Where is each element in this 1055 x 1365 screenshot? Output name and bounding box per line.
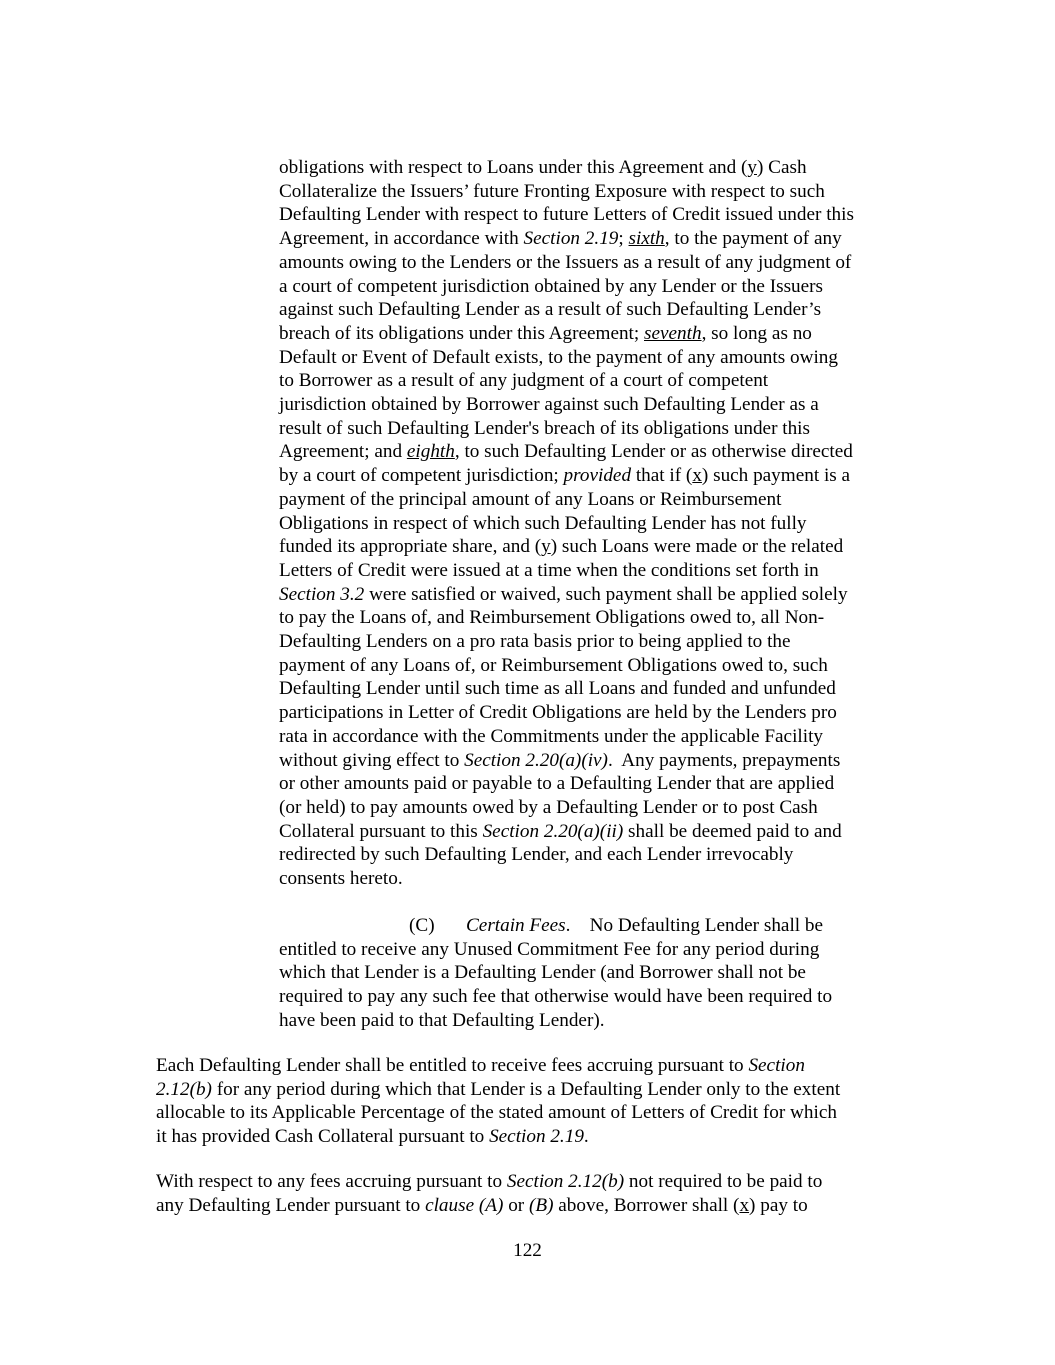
text-line: consents hereto. (279, 868, 403, 890)
clause-label: (C) (409, 915, 435, 936)
page-number: 122 (513, 1240, 542, 1261)
text-line: funded its appropriate share, and (y) such Loans were made or the related (279, 536, 844, 558)
ordinal-seventh: seventh (644, 322, 702, 344)
text-line: to pay the Loans of, and Reimbursement Obligations owed to, all Non- (279, 607, 825, 629)
text-line: Agreement, in accordance with Section 2.19; sixth, to the payment of any (279, 228, 842, 250)
text-line: jurisdiction obtained by Borrower against such Defaulting Lender as a (279, 394, 819, 416)
text-line: amounts owing to the Lenders or the Issuers as a result of any judgment of (279, 251, 852, 273)
section-reference: Section 2.20(a)(ii) (482, 820, 624, 842)
text-line: result of such Defaulting Lender's breach of its obligations under this (279, 417, 810, 439)
text-line: allocable to its Applicable Percentage of the stated amount of Letters of Credit for which (156, 1102, 837, 1124)
clause-heading: Certain Fees (466, 915, 566, 936)
text-line: against such Defaulting Lender as a result of such Defaulting Lender’s (279, 299, 822, 321)
paragraph-certain-fees (279, 914, 909, 1033)
text-line: Defaulting Lender with respect to future Letters of Credit issued under this (279, 204, 854, 226)
text-line: obligations with respect to Loans under this Agreement and (y) Cash (279, 157, 807, 178)
text-line: which that Lender is a Defaulting Lender (and Borrower shall not be (279, 962, 806, 984)
text-line: Defaulting Lenders on a pro rata basis prior to being applied to the (279, 631, 791, 653)
text-line: a court of competent jurisdiction obtained by any Lender or the Issuers (279, 275, 824, 297)
clause-reference: clause (A) (425, 1194, 504, 1216)
text-line: to Borrower as a result of any judgment of a court of competent (279, 370, 769, 392)
text-line: Agreement; and eighth, to such Defaulting Lender or as otherwise directed (279, 441, 853, 463)
paragraph-defaulting-lender-payments (279, 156, 909, 891)
text-line: With respect to any fees accruing pursuant to Section 2.12(b) not required to be paid to (156, 1171, 823, 1192)
text-line: by a court of competent jurisdiction; provided that if (x) such payment is a (279, 465, 851, 487)
text-line: Collateral pursuant to this Section 2.20(a)(ii) shall be deemed paid to and (279, 820, 842, 842)
text-line: breach of its obligations under this Agreement; seventh, so long as no (279, 322, 812, 344)
text-line: Collateralize the Issuers’ future Fronting Exposure with respect to such (279, 180, 825, 202)
text-line: (C) Certain Fees. No Defaulting Lender shall be (409, 915, 824, 936)
text-line: participations in Letter of Credit Obligations are held by the Lenders pro (279, 702, 837, 724)
section-reference: Section 2.20(a)(iv) (464, 749, 608, 771)
text-line: or other amounts paid or payable to a Defaulting Lender that are applied (279, 773, 835, 795)
text-line: it has provided Cash Collateral pursuant to Section 2.19. (156, 1126, 589, 1148)
text-line: redirected by such Defaulting Lender, and each Lender irrevocably (279, 844, 794, 866)
clause-reference: (B) (528, 1194, 554, 1216)
text-line: Obligations in respect of which such Defaulting Lender has not fully (279, 512, 807, 534)
text-line: Each Defaulting Lender shall be entitled to receive fees accruing pursuant to Section (156, 1055, 805, 1076)
text-line: required to pay any such fee that otherwise would have been required to (279, 986, 833, 1008)
text-line: Defaulting Lender until such time as all Loans and funded and unfunded (279, 678, 836, 700)
text-line: payment of the principal amount of any Loans or Reimbursement (279, 488, 782, 510)
section-reference: Section 2.12(b) (506, 1171, 625, 1192)
paragraph-fees-not-required (156, 1170, 906, 1217)
text-line: entitled to receive any Unused Commitment Fee for any period during (279, 938, 820, 960)
text-line: payment of any Loans of, or Reimbursement Obligations owed to, such (279, 654, 828, 676)
provided-term: provided (563, 465, 632, 487)
text-line: any Defaulting Lender pursuant to clause (A) or (B) above, Borrower shall (x) pay to (156, 1194, 808, 1216)
paragraph-fees-entitlement (156, 1054, 906, 1149)
section-reference: 2.12(b) (156, 1078, 212, 1100)
text-line: Default or Event of Default exists, to the payment of any amounts owing (279, 346, 838, 368)
text-line: Section 3.2 were satisfied or waived, such payment shall be applied solely (279, 583, 848, 605)
ordinal-eighth: eighth (406, 441, 455, 463)
section-reference: Section 2.19 (523, 228, 619, 250)
text-line: (or held) to pay amounts owed by a Defaulting Lender or to post Cash (279, 796, 818, 818)
ordinal-sixth: sixth (628, 228, 665, 250)
section-reference: Section 3.2 (279, 583, 365, 605)
text-line: without giving effect to Section 2.20(a)(iv). Any payments, prepayments (279, 749, 841, 771)
text-line: Letters of Credit were issued at a time when the conditions set forth in (279, 559, 819, 581)
section-reference: Section 2.19 (489, 1126, 584, 1148)
text-line: rata in accordance with the Commitments under the applicable Facility (279, 725, 823, 747)
text-line: have been paid to that Defaulting Lender). (279, 1009, 605, 1031)
section-reference: Section (748, 1055, 805, 1076)
text-line: 2.12(b) for any period during which that Lender is a Defaulting Lender only to the extent (156, 1078, 841, 1100)
